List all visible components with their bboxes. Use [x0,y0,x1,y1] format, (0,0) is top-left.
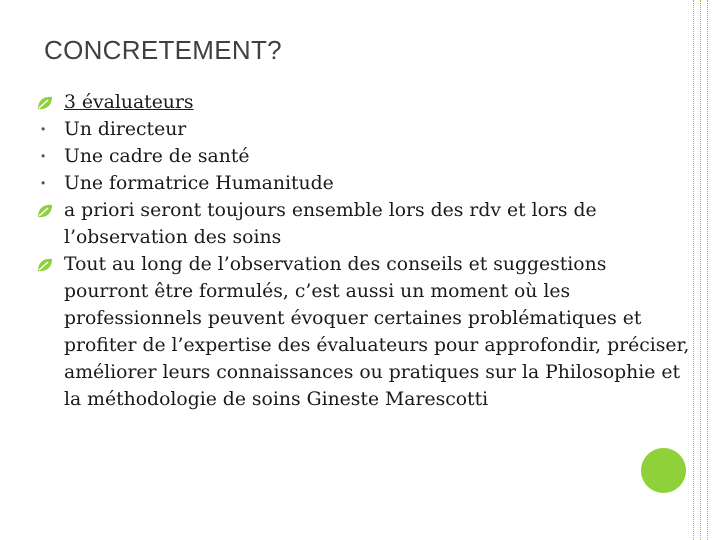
list-item [36,197,696,251]
dot-bullet-icon: • [41,176,46,190]
list-item [36,89,696,116]
slide-title: CONCRETEMENT? [44,35,282,65]
list-item [36,116,696,143]
decorative-green-circle [641,448,686,493]
leaf-bullet-icon [36,251,62,278]
list-item [36,251,696,413]
leaf-bullet-icon [36,89,62,116]
dot-bullet-icon: • [41,149,46,163]
list-item [36,170,696,197]
list-item-text: 3 évaluateurs [64,92,194,113]
list-item-text: Tout au long de l’observation des conseils et suggestions pourront être formulés, c’est aussi un moment où les professionnels peuvent évoquer certaines problématiques et profiter de l’expertise des évaluateurs pour approfondir, préciser, améliorer leurs connaissances ou pratiques sur la Philosophie et la méthodologie de soins Gineste Marescotti [64,254,690,410]
decorative-rule [700,0,701,540]
list-item-text: Un directeur [64,119,187,140]
list-item-text: a priori seront toujours ensemble lors des rdv et lors de l’observation des soins [64,200,597,248]
leaf-bullet-icon [36,197,62,224]
list-item-text: Une formatrice Humanitude [64,173,334,194]
list-item-text: Une cadre de santé [64,146,250,167]
bullet-list [36,89,696,413]
list-item [36,143,696,170]
decorative-rule [707,0,708,540]
dot-bullet-icon: • [41,122,46,136]
